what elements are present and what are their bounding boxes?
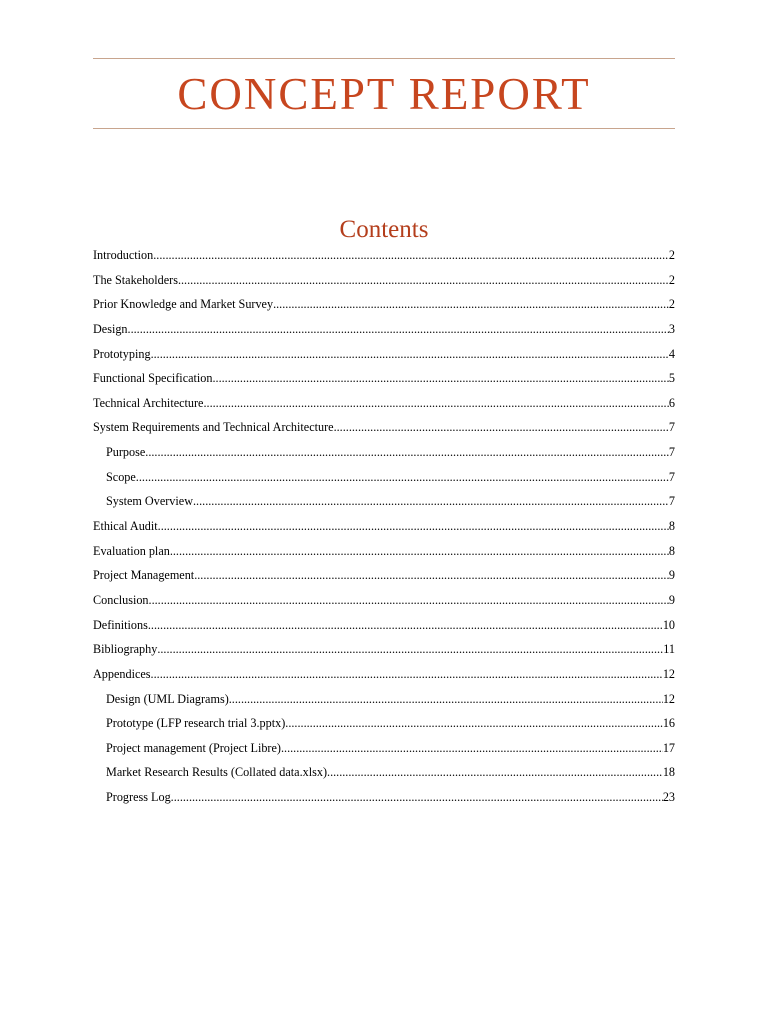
toc-entry-page: 2 <box>668 297 675 312</box>
toc-entry[interactable] <box>93 295 675 320</box>
toc-dot-leader <box>149 591 669 609</box>
toc-dot-leader <box>128 320 669 338</box>
toc-dot-leader <box>273 295 669 313</box>
toc-entry-label: The Stakeholders <box>93 272 178 287</box>
toc-entry-page: 2 <box>668 272 675 287</box>
toc-entry-label: Design <box>93 321 128 336</box>
toc-entry-label: Appendices <box>93 666 151 681</box>
toc-entry-page: 17 <box>662 740 675 755</box>
toc-entry-label: Evaluation plan <box>93 543 170 558</box>
document-title: CONCEPT REPORT <box>177 69 591 119</box>
toc-entry[interactable] <box>93 690 675 715</box>
toc-entry-page: 10 <box>662 617 675 632</box>
toc-entry-label: Project management (Project Libre) <box>106 740 281 755</box>
toc-entry[interactable] <box>93 246 675 271</box>
toc-dot-leader <box>285 714 663 732</box>
toc-entry-page: 4 <box>668 346 675 361</box>
toc-entry-label: Market Research Results (Collated data.xlsx) <box>106 765 328 780</box>
toc-entry[interactable] <box>93 271 675 296</box>
toc-entry[interactable] <box>93 591 675 616</box>
toc-entry-page: 11 <box>663 642 675 657</box>
toc-entry[interactable] <box>93 443 675 468</box>
toc-entry-label: Functional Specification <box>93 371 213 386</box>
toc-entry-label: Scope <box>106 469 136 484</box>
toc-entry-page: 8 <box>668 519 675 534</box>
table-of-contents <box>93 246 675 813</box>
toc-entry-page: 18 <box>662 765 675 780</box>
toc-dot-leader <box>157 640 663 658</box>
toc-entry[interactable] <box>93 345 675 370</box>
toc-dot-leader <box>194 566 669 584</box>
toc-entry-label: Progress Log <box>106 790 171 805</box>
toc-entry-page: 7 <box>668 494 675 509</box>
toc-entry-label: Prototype (LFP research trial 3.pptx) <box>106 716 286 731</box>
toc-entry-page: 12 <box>662 666 675 681</box>
toc-entry-label: Ethical Audit <box>93 519 158 534</box>
toc-dot-leader <box>334 418 669 436</box>
toc-entry-label: Prior Knowledge and Market Survey <box>93 297 274 312</box>
toc-entry-label: System Overview <box>106 494 193 509</box>
toc-dot-leader <box>148 616 663 634</box>
toc-entry-page: 12 <box>662 691 675 706</box>
toc-dot-leader <box>193 492 669 510</box>
toc-entry-label: Definitions <box>93 617 148 632</box>
toc-dot-leader <box>171 788 663 806</box>
toc-entry-label: System Requirements and Technical Architecture <box>93 420 334 435</box>
toc-entry-label: Prototyping <box>93 346 151 361</box>
toc-dot-leader <box>212 369 668 387</box>
toc-entry[interactable] <box>93 394 675 419</box>
title-top-rule <box>93 58 675 59</box>
toc-entry[interactable] <box>93 640 675 665</box>
toc-entry-label: Project Management <box>93 568 195 583</box>
toc-dot-leader <box>281 739 663 757</box>
toc-entry-page: 16 <box>662 716 675 731</box>
toc-entry-page: 7 <box>668 445 675 460</box>
toc-dot-leader <box>203 394 668 412</box>
toc-dot-leader <box>136 468 669 486</box>
toc-dot-leader <box>151 345 669 363</box>
toc-entry-page: 5 <box>668 371 675 386</box>
toc-entry-page: 3 <box>668 321 675 336</box>
toc-entry[interactable] <box>93 566 675 591</box>
toc-entry-label: Design (UML Diagrams) <box>106 691 229 706</box>
toc-entry-label: Conclusion <box>93 592 149 607</box>
toc-dot-leader <box>145 443 669 461</box>
toc-entry[interactable] <box>93 714 675 739</box>
toc-entry-page: 7 <box>668 469 675 484</box>
toc-entry-page: 6 <box>668 395 675 410</box>
toc-entry[interactable] <box>93 492 675 517</box>
toc-entry[interactable] <box>93 542 675 567</box>
toc-entry-page: 7 <box>668 420 675 435</box>
toc-dot-leader <box>178 271 669 289</box>
toc-entry[interactable] <box>93 616 675 641</box>
toc-entry[interactable] <box>93 418 675 443</box>
toc-entry-page: 23 <box>662 790 675 805</box>
toc-entry-page: 8 <box>668 543 675 558</box>
toc-entry[interactable] <box>93 320 675 345</box>
toc-entry[interactable] <box>93 665 675 690</box>
toc-entry[interactable] <box>93 369 675 394</box>
toc-entry[interactable] <box>93 788 675 813</box>
toc-dot-leader <box>151 665 663 683</box>
toc-entry-page: 2 <box>668 248 675 262</box>
toc-dot-leader <box>170 542 669 560</box>
contents-heading: Contents <box>339 216 429 243</box>
toc-entry[interactable] <box>93 468 675 493</box>
toc-entry[interactable] <box>93 517 675 542</box>
toc-entry-label: Purpose <box>106 445 146 460</box>
toc-entry-page: 9 <box>668 568 675 583</box>
toc-dot-leader <box>153 246 669 264</box>
toc-entry[interactable] <box>93 739 675 764</box>
toc-entry-label: Technical Architecture <box>93 395 204 410</box>
toc-dot-leader <box>229 690 663 708</box>
toc-dot-leader <box>158 517 669 535</box>
toc-entry-label: Bibliography <box>93 642 158 657</box>
title-bottom-rule <box>93 128 675 129</box>
toc-entry[interactable] <box>93 763 675 788</box>
toc-dot-leader <box>327 763 663 781</box>
toc-entry-label: Introduction <box>93 248 154 262</box>
toc-entry-page: 9 <box>668 592 675 607</box>
